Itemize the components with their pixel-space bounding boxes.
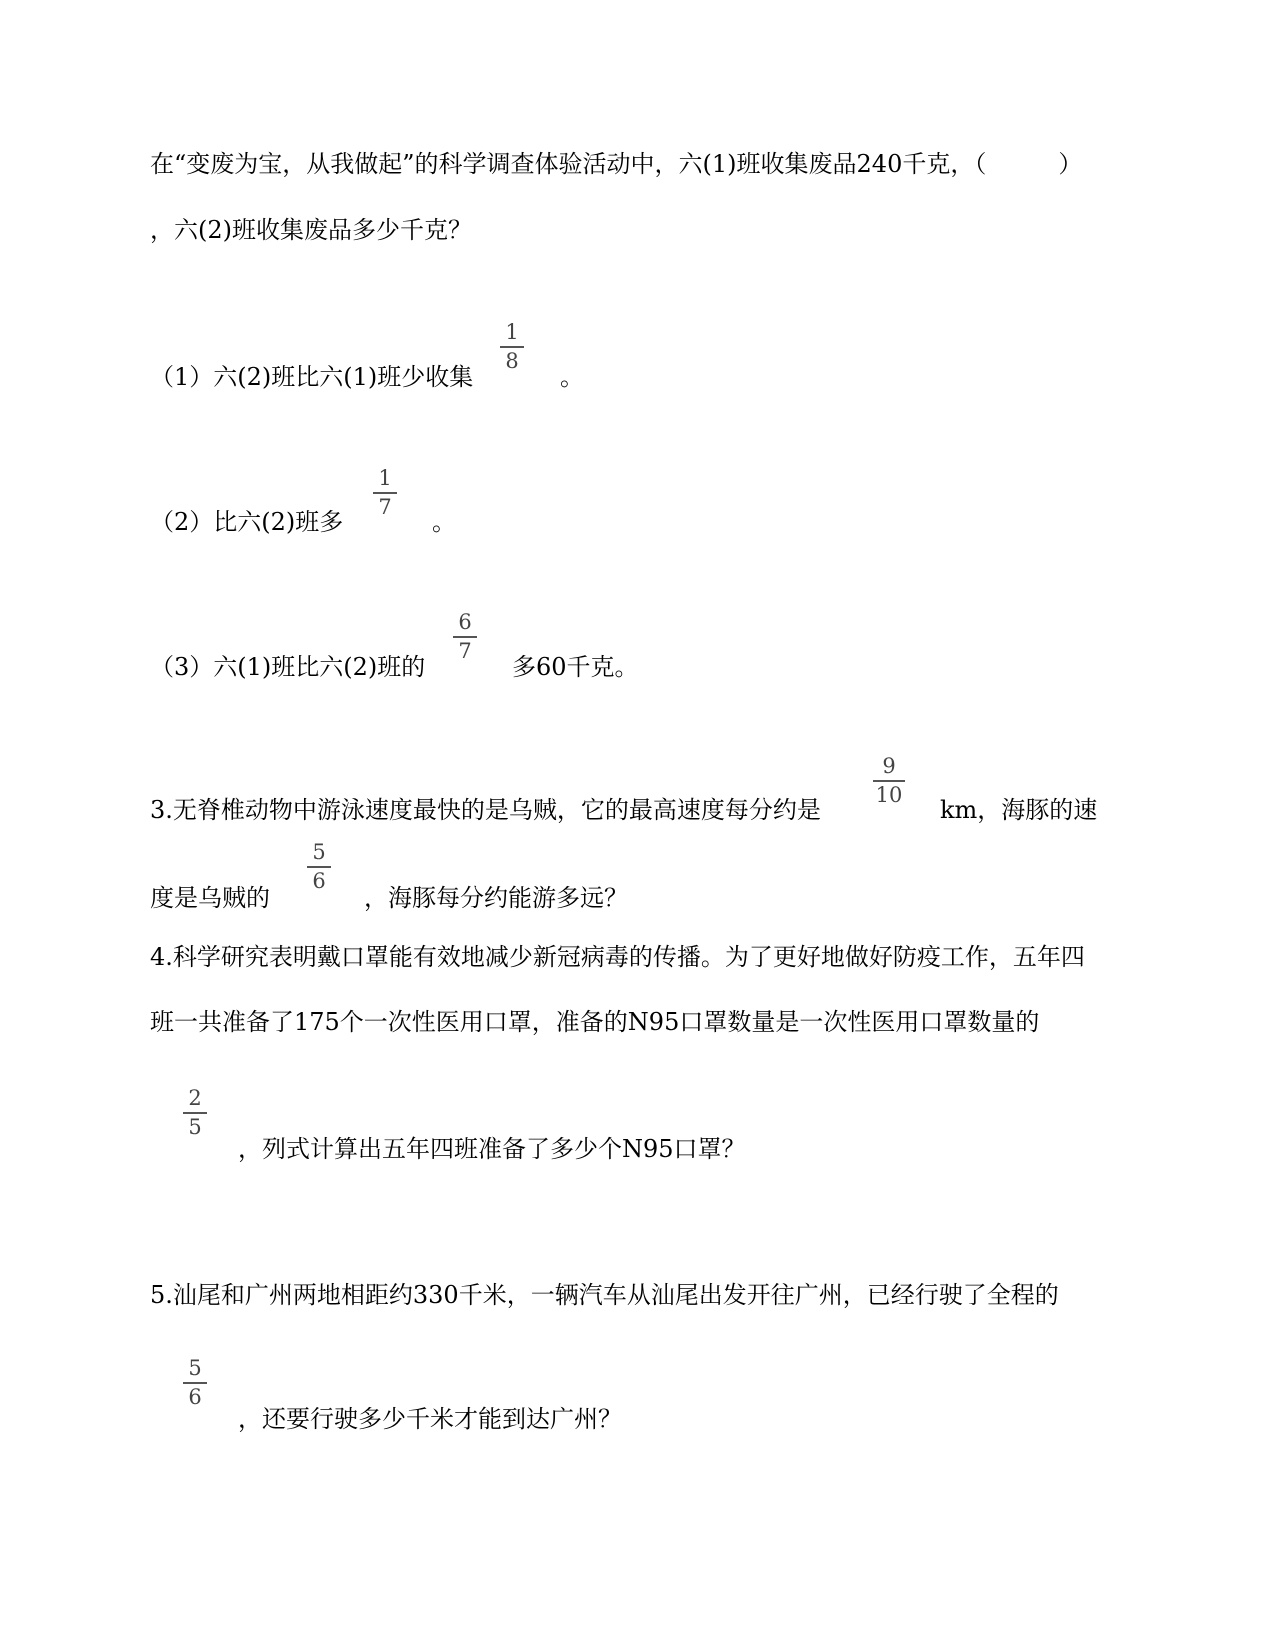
fraction-numerator: 2 [188, 1086, 202, 1110]
fraction-denominator: 8 [505, 348, 519, 373]
problem-3-fraction-1 [869, 756, 909, 806]
fraction-numerator: 9 [882, 754, 896, 778]
problem-5-fraction [179, 1358, 211, 1408]
problem-2-line-2: ，六(2)班收集废品多少千克？ [150, 216, 472, 244]
fraction-bar [500, 346, 524, 348]
option-3-fraction [449, 612, 481, 662]
problem-3-fraction-2 [303, 842, 335, 892]
fraction-bar [183, 1382, 207, 1384]
option-2-fraction [369, 468, 401, 518]
option-1-text: （1）六(2)班比六(1)班少收集 [150, 363, 474, 391]
problem-5-line-2: ，还要行驶多少千米才能到达广州？ [238, 1405, 622, 1433]
fraction-denominator: 6 [312, 868, 326, 893]
fraction-bar [183, 1112, 207, 1114]
fraction-denominator: 7 [378, 494, 392, 519]
fraction-bar [373, 492, 397, 494]
option-1-fraction [496, 322, 528, 372]
fraction-numerator: 5 [188, 1356, 202, 1380]
option-3-text: （3）六(1)班比六(2)班的 [150, 653, 426, 681]
problem-3-line-1-end: km，海豚的速 [940, 796, 1098, 824]
fraction-denominator: 6 [188, 1384, 202, 1409]
fraction-bar [307, 866, 331, 868]
problem-4-fraction [179, 1088, 211, 1138]
fraction-denominator: 5 [188, 1114, 202, 1139]
fraction-numerator: 1 [505, 320, 519, 344]
option-2-end: 。 [432, 508, 456, 536]
fraction-numerator: 5 [312, 840, 326, 864]
fraction-numerator: 6 [458, 610, 472, 634]
problem-4-line-2: 班一共准备了175个一次性医用口罩，准备的N95口罩数量是一次性医用口罩数量的 [150, 1008, 1040, 1036]
option-1-end: 。 [560, 363, 584, 391]
problem-4-line-3: ，列式计算出五年四班准备了多少个N95口罩？ [238, 1135, 746, 1163]
problem-2-line-1: 在“变废为宝，从我做起”的科学调查体验活动中，六(1)班收集废品240千克，（ ） [150, 150, 1083, 178]
fraction-denominator: 7 [458, 638, 472, 663]
fraction-bar [873, 780, 905, 782]
problem-3-line-2: 度是乌贼的 [150, 884, 270, 912]
problem-3-line-1: 3.无脊椎动物中游泳速度最快的是乌贼，它的最高速度每分约是 [150, 796, 821, 824]
fraction-bar [453, 636, 477, 638]
problem-5-line-1: 5.汕尾和广州两地相距约330千米，一辆汽车从汕尾出发开往广州，已经行驶了全程的 [150, 1281, 1059, 1309]
fraction-denominator: 10 [875, 782, 903, 807]
problem-3-line-2-end: ，海豚每分约能游多远？ [364, 884, 628, 912]
fraction-numerator: 1 [378, 466, 392, 490]
option-2-text: （2）比六(2)班多 [150, 508, 344, 536]
option-3-end: 多60千克。 [512, 653, 639, 681]
problem-4-line-1: 4.科学研究表明戴口罩能有效地减少新冠病毒的传播。为了更好地做好防疫工作，五年四 [150, 943, 1085, 971]
